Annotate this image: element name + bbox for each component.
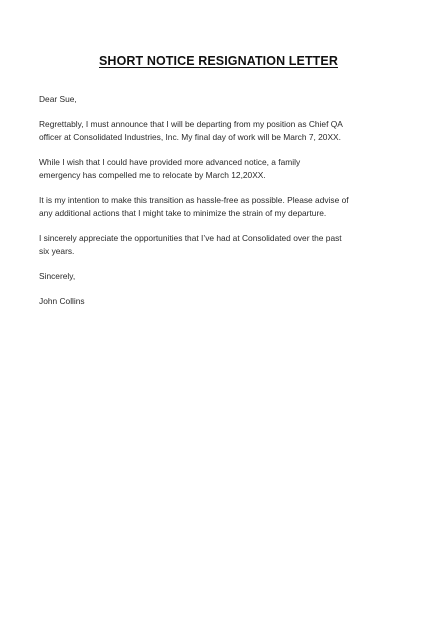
paragraph-2-line-2: emergency has compelled me to relocate by March 12,20XX. [39, 170, 266, 180]
paragraph-3-line-2: any additional actions that I might take to minimize the strain of my departure. [39, 208, 327, 218]
letter-title: SHORT NOTICE RESIGNATION LETTER [99, 54, 338, 68]
signature-text: John Collins [39, 296, 85, 306]
paragraph-2 [39, 156, 401, 182]
paragraph-2-line-1: While I wish that I could have provided more advanced notice, a family [39, 157, 301, 167]
closing [39, 270, 401, 283]
paragraph-3-line-1: It is my intention to make this transition as hassle-free as possible. Please advise of [39, 195, 349, 205]
paragraph-3 [39, 194, 401, 220]
salutation-text: Dear Sue, [39, 94, 77, 104]
salutation [39, 93, 401, 106]
paragraph-1-line-2: officer at Consolidated Industries, Inc. My final day of work will be March 7, 20XX. [39, 132, 341, 142]
paragraph-1 [39, 118, 401, 144]
signature [39, 295, 401, 308]
paragraph-4-line-2: six years. [39, 246, 75, 256]
closing-text: Sincerely, [39, 271, 76, 281]
paragraph-1-line-1: Regrettably, I must announce that I will be departing from my position as Chief QA [39, 119, 343, 129]
paragraph-4 [39, 232, 401, 258]
letter-body [39, 93, 401, 320]
paragraph-4-line-1: I sincerely appreciate the opportunities that I’ve had at Consolidated over the past [39, 233, 342, 243]
